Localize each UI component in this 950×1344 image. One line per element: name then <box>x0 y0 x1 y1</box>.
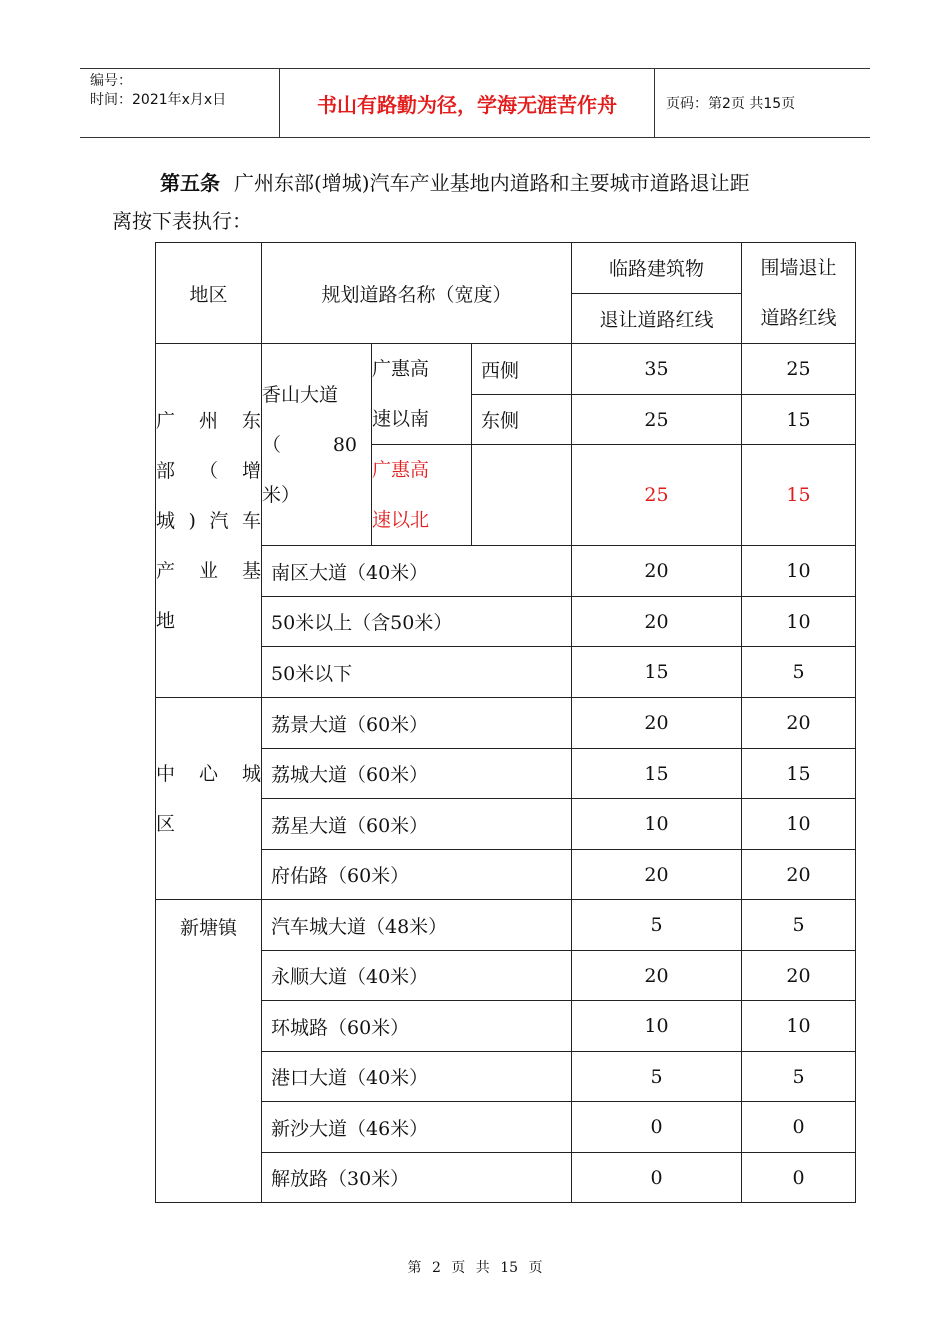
label-line: 广惠高 <box>372 358 430 380</box>
region-line: 城)汽车 <box>156 509 261 532</box>
building-value: 20 <box>572 951 742 1001</box>
road-name: 荔星大道（60米） <box>262 799 572 850</box>
region-cell <box>156 344 262 698</box>
label-line: 广惠高 <box>372 459 430 481</box>
region-line: 区 <box>156 812 176 835</box>
building-value: 20 <box>572 850 742 900</box>
road-name: 南区大道（40米） <box>262 546 572 597</box>
wall-value: 5 <box>742 647 856 698</box>
wall-value: 0 <box>742 1102 856 1153</box>
wall-value: 15 <box>742 395 856 445</box>
building-value: 20 <box>572 597 742 647</box>
building-value: 20 <box>572 698 742 749</box>
wall-value: 10 <box>742 1001 856 1052</box>
label-line: 速以南 <box>372 408 430 430</box>
wall-value: 10 <box>742 597 856 647</box>
road-name: 荔景大道（60米） <box>262 698 572 749</box>
road-name: 新沙大道（46米） <box>262 1102 572 1153</box>
building-value: 15 <box>572 749 742 799</box>
table-header-row <box>156 243 856 294</box>
road-name: 港口大道（40米） <box>262 1052 572 1102</box>
road-name: 荔城大道（60米） <box>262 749 572 799</box>
region-line: 中心城 <box>156 762 261 785</box>
table-row <box>156 698 856 749</box>
building-value: 10 <box>572 1001 742 1052</box>
north-label <box>372 445 472 546</box>
building-value: 25 <box>572 445 742 546</box>
road-name: 50米以下 <box>262 647 572 698</box>
wall-value: 10 <box>742 546 856 597</box>
building-value: 10 <box>572 799 742 850</box>
region-line: 广州东 <box>156 409 261 432</box>
article-lead: 第五条 <box>160 171 220 195</box>
road-name: 环城路（60米） <box>262 1001 572 1052</box>
time-label: 时间：2021年x月x日 <box>90 92 227 108</box>
south-label <box>372 344 472 445</box>
road-name: 府佑路（60米） <box>262 850 572 900</box>
building-value: 20 <box>572 546 742 597</box>
road-name: 50米以上（含50米） <box>262 597 572 647</box>
page-footer: 第 2 页 共 15 页 <box>407 1260 543 1276</box>
article-line-2: 离按下表执行： <box>112 209 252 233</box>
road-xiangshan <box>262 344 372 546</box>
header-wall-line-2: 道路红线 <box>760 307 837 329</box>
road-name: 解放路（30米） <box>262 1153 572 1203</box>
road-line <box>262 420 371 470</box>
page-header <box>80 68 870 138</box>
region-cell: 新塘镇 <box>156 900 262 1203</box>
wall-value: 20 <box>742 850 856 900</box>
wall-value: 20 <box>742 698 856 749</box>
road-line: 米） <box>262 483 301 506</box>
building-value: 25 <box>572 395 742 445</box>
building-value: 5 <box>572 900 742 951</box>
label-line: 速以北 <box>372 509 430 531</box>
header-page-info: 页码：第2页 共15页 <box>666 96 796 112</box>
side-east: 东侧 <box>472 395 572 445</box>
region-line: 地 <box>156 609 176 632</box>
table-row <box>156 344 856 395</box>
wall-value: 5 <box>742 1052 856 1102</box>
number-label: 编号： <box>90 73 132 89</box>
header-meta <box>80 69 280 137</box>
side-west: 西侧 <box>472 344 572 395</box>
wall-value: 15 <box>742 749 856 799</box>
wall-value: 5 <box>742 900 856 951</box>
setback-table <box>155 242 856 1203</box>
wall-value: 25 <box>742 344 856 395</box>
header-region: 地区 <box>156 243 262 344</box>
side-empty <box>472 445 572 546</box>
header-wall-line-1: 围墙退让 <box>760 257 837 279</box>
header-road: 规划道路名称（宽度） <box>262 243 572 344</box>
building-value: 35 <box>572 344 742 395</box>
road-line: 香山大道 <box>262 383 339 406</box>
region-cell <box>156 698 262 900</box>
wall-value: 0 <box>742 1153 856 1203</box>
table-row <box>156 900 856 951</box>
header-motto: 书山有路勤为径，学海无涯苦作舟 <box>280 69 655 137</box>
road-width: 80 <box>332 433 357 456</box>
article-line-1 <box>112 164 842 202</box>
building-value: 5 <box>572 1052 742 1102</box>
road-name: 汽车城大道（48米） <box>262 900 572 951</box>
wall-value: 10 <box>742 799 856 850</box>
building-value: 0 <box>572 1102 742 1153</box>
region-line: 产业基 <box>156 559 261 582</box>
header-wall <box>742 243 856 344</box>
article-text-1: 广州东部(增城)汽车产业基地内道路和主要城市道路退让距 <box>234 171 750 195</box>
region-line: 部（增 <box>156 459 261 482</box>
building-value: 0 <box>572 1153 742 1203</box>
header-building-2: 退让道路红线 <box>572 293 742 344</box>
road-name: 永顺大道（40米） <box>262 951 572 1001</box>
wall-value: 20 <box>742 951 856 1001</box>
header-building-1: 临路建筑物 <box>572 243 742 294</box>
wall-value: 15 <box>742 445 856 546</box>
building-value: 15 <box>572 647 742 698</box>
road-paren: （ <box>262 433 282 456</box>
article-paragraph <box>112 164 842 240</box>
